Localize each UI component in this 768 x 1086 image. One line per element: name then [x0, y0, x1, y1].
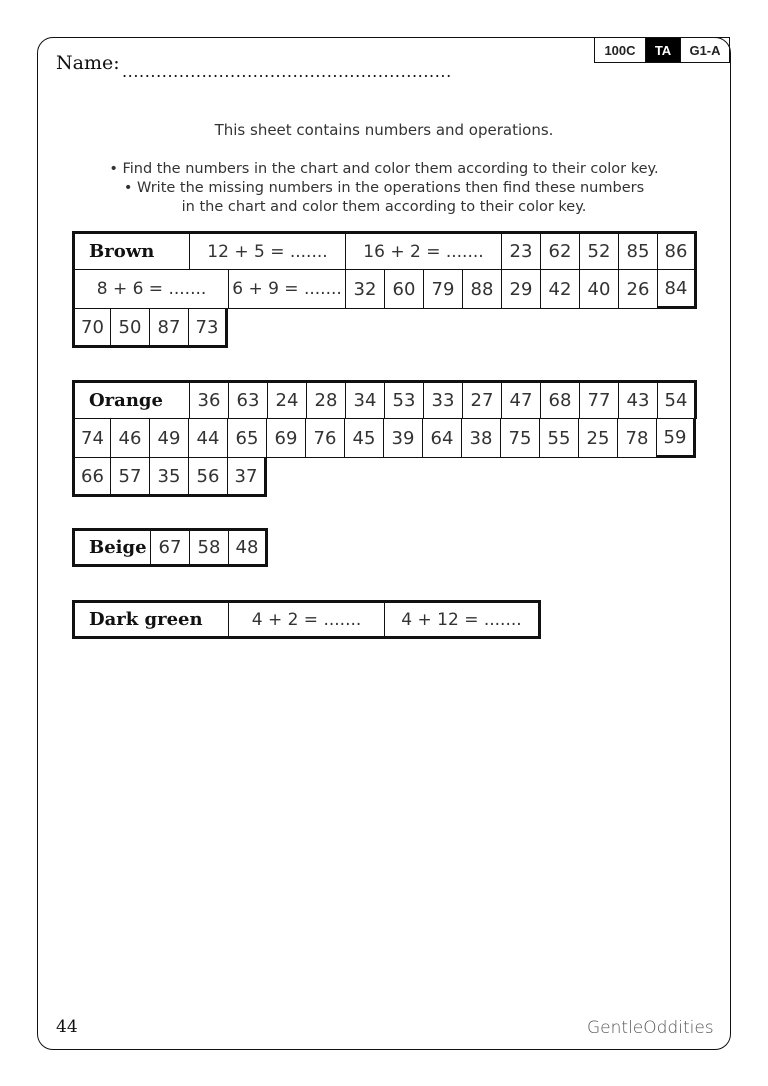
intro-text: This sheet contains numbers and operations. [214, 121, 554, 139]
number-cell[interactable]: 62 [541, 231, 580, 270]
instruction-line: in the chart and color them according to their color key. [181, 199, 587, 215]
tag-code: 100C [595, 38, 646, 62]
operation-cell[interactable]: 6 + 9 = ....... [229, 270, 346, 309]
color-label-brown: Brown [72, 231, 190, 270]
table-row [72, 270, 697, 309]
number-cell[interactable]: 34 [346, 380, 385, 419]
number-cell[interactable]: 68 [541, 380, 580, 419]
tag-level: G1-A [680, 38, 729, 62]
name-label: Name: [56, 52, 120, 74]
number-cell[interactable]: 60 [385, 270, 424, 309]
number-cell[interactable]: 88 [463, 270, 502, 309]
number-cell[interactable]: 55 [540, 419, 579, 458]
table-row [72, 458, 697, 497]
color-label-beige: Beige [72, 528, 151, 567]
number-cell[interactable]: 43 [619, 380, 658, 419]
table-row [72, 380, 697, 419]
number-cell[interactable]: 65 [228, 419, 267, 458]
number-cell[interactable]: 40 [580, 270, 619, 309]
number-cell[interactable]: 49 [150, 419, 189, 458]
number-cell[interactable]: 74 [72, 419, 111, 458]
number-cell[interactable]: 87 [150, 309, 189, 348]
operation-cell[interactable]: 8 + 6 = ....... [72, 270, 229, 309]
operation-cell[interactable]: 4 + 2 = ....... [229, 600, 385, 639]
number-cell[interactable]: 36 [190, 380, 229, 419]
table-row [72, 528, 268, 567]
number-cell[interactable]: 59 [657, 419, 696, 458]
number-cell[interactable]: 76 [306, 419, 345, 458]
table-row [72, 419, 697, 458]
number-cell[interactable]: 47 [502, 380, 541, 419]
table-row [72, 231, 697, 270]
number-cell[interactable]: 56 [189, 458, 228, 497]
number-cell[interactable]: 66 [72, 458, 111, 497]
beige-table [72, 528, 268, 567]
number-cell[interactable]: 84 [658, 270, 697, 309]
number-cell[interactable]: 73 [189, 309, 228, 348]
number-cell[interactable]: 25 [579, 419, 618, 458]
number-cell[interactable]: 69 [267, 419, 306, 458]
number-cell[interactable]: 67 [151, 528, 190, 567]
number-cell[interactable]: 86 [658, 231, 697, 270]
number-cell[interactable]: 45 [345, 419, 384, 458]
number-cell[interactable]: 26 [619, 270, 658, 309]
instruction-line: • Write the missing numbers in the operations then find these numbers [123, 180, 645, 196]
number-cell[interactable]: 38 [462, 419, 501, 458]
number-cell[interactable]: 23 [502, 231, 541, 270]
number-cell[interactable]: 57 [111, 458, 150, 497]
instructions [0, 160, 768, 217]
number-cell[interactable]: 77 [580, 380, 619, 419]
page-number: 44 [56, 1017, 78, 1037]
operation-cell[interactable]: 16 + 2 = ....... [346, 231, 502, 270]
number-cell[interactable]: 58 [190, 528, 229, 567]
number-cell[interactable]: 63 [229, 380, 268, 419]
number-cell[interactable]: 52 [580, 231, 619, 270]
table-row [72, 600, 541, 639]
number-cell[interactable]: 85 [619, 231, 658, 270]
number-cell[interactable]: 37 [228, 458, 267, 497]
color-label-orange: Orange [72, 380, 190, 419]
instruction-line: • Find the numbers in the chart and color them according to their color key. [109, 161, 659, 177]
number-cell[interactable]: 64 [423, 419, 462, 458]
number-cell[interactable]: 48 [229, 528, 268, 567]
number-cell[interactable]: 29 [502, 270, 541, 309]
number-cell[interactable]: 79 [424, 270, 463, 309]
dark-green-table [72, 600, 541, 639]
number-cell[interactable]: 78 [618, 419, 657, 458]
name-field[interactable]: .......................................................... [122, 62, 452, 81]
tag-ta: TA [646, 38, 680, 62]
number-cell[interactable]: 42 [541, 270, 580, 309]
number-cell[interactable]: 32 [346, 270, 385, 309]
number-cell[interactable]: 24 [268, 380, 307, 419]
number-cell[interactable]: 75 [501, 419, 540, 458]
number-cell[interactable]: 53 [385, 380, 424, 419]
operation-cell[interactable]: 12 + 5 = ....... [190, 231, 346, 270]
table-row [72, 309, 697, 348]
color-label-dark-green: Dark green [72, 600, 229, 639]
number-cell[interactable]: 28 [307, 380, 346, 419]
number-cell[interactable]: 35 [150, 458, 189, 497]
number-cell[interactable]: 39 [384, 419, 423, 458]
number-cell[interactable]: 44 [189, 419, 228, 458]
orange-table [72, 380, 697, 497]
number-cell[interactable]: 70 [72, 309, 111, 348]
number-cell[interactable]: 46 [111, 419, 150, 458]
number-cell[interactable]: 50 [111, 309, 150, 348]
brown-table [72, 231, 697, 348]
operation-cell[interactable]: 4 + 12 = ....... [385, 600, 541, 639]
number-cell[interactable]: 27 [463, 380, 502, 419]
number-cell[interactable]: 33 [424, 380, 463, 419]
worksheet-tags [594, 37, 730, 63]
brand-logo: GentleOddities [587, 1018, 714, 1038]
number-cell[interactable]: 54 [658, 380, 697, 419]
